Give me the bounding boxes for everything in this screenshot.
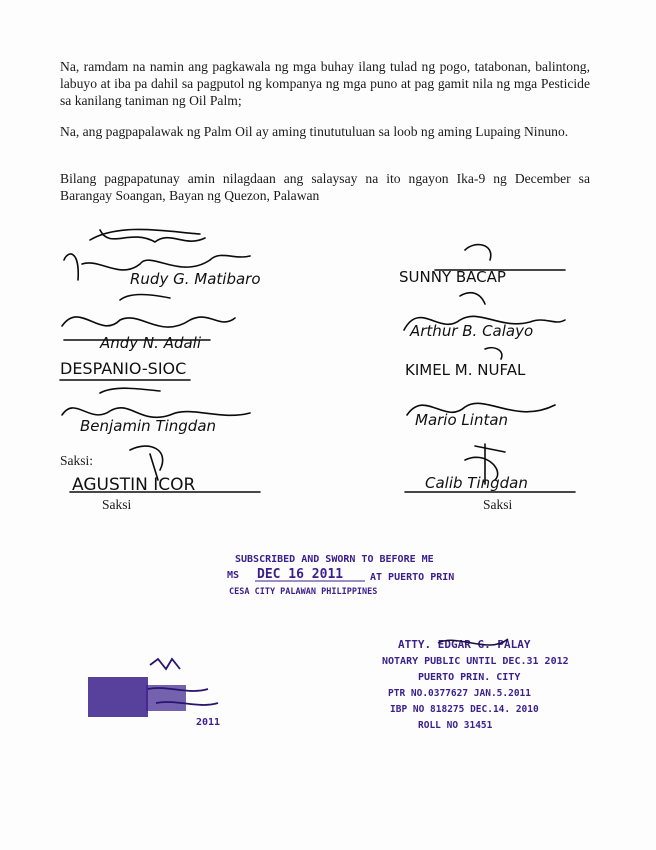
- signature-name-left-3: DESPANIO-SIOC: [60, 359, 187, 378]
- seal-date: 2011: [196, 717, 221, 728]
- signature-name-left-2: Andy N. Adali: [100, 334, 202, 352]
- witness-right-name: Calib Tingdan: [425, 474, 528, 492]
- witness-left-signature: [60, 440, 280, 500]
- notary-dry-seal: [88, 655, 238, 735]
- signature-left-4: [60, 385, 270, 435]
- notary-jurat-stamp: [225, 550, 475, 600]
- signature-name-right-2: Arthur B. Calayo: [410, 322, 534, 340]
- witness-left-name: AGUSTIN ICOR: [72, 475, 196, 495]
- signature-right-3: [405, 345, 575, 385]
- signature-left-1: [60, 220, 260, 290]
- signature-left-2: [60, 290, 260, 350]
- signature-right-1: [395, 240, 575, 290]
- paragraph-1: Na, ramdam na namin ang pagkawala ng mga buhay ilang tulad ng pogo, tatabonan, balintong, labuyo at iba pa dahil sa pagputol ng kompanya ng mga puno at pag gamit nila ng mga Pesticide sa kanilang taniman ng Oil Palm;: [60, 59, 590, 108]
- notary-seal-stamp: [378, 635, 598, 745]
- notary-name: ATTY. EDGAR G. PALAY: [398, 638, 531, 651]
- jurat-date: DEC 16 2011: [257, 567, 344, 582]
- signature-left-3: [60, 350, 260, 390]
- paragraph-2: Na, ang pagpapalawak ng Palm Oil ay aming tinututuluan sa loob ng aming Lupaing Ninuno.: [60, 124, 569, 139]
- notary-roll: ROLL NO 31451: [418, 720, 493, 731]
- jurat-line-1: SUBSCRIBED AND SWORN TO BEFORE ME: [235, 554, 434, 565]
- notary-place: PUERTO PRIN. CITY: [418, 672, 521, 683]
- witness-right-signature: [405, 440, 585, 500]
- signature-name-right-4: Mario Lintan: [415, 411, 509, 429]
- signature-name-left-4: Benjamin Tingdan: [80, 417, 217, 435]
- jurat-line-3: CESA CITY PALAWAN PHILIPPINES: [229, 587, 378, 597]
- signature-name-left-1: Rudy G. Matibaro: [130, 270, 261, 288]
- jurat-prefix: MS: [227, 570, 240, 581]
- notary-ibp: IBP NO 818275 DEC.14. 2010: [390, 704, 539, 715]
- jurat-location: AT PUERTO PRIN: [370, 572, 455, 583]
- paragraph-3: Bilang pagpapatunay amin nilagdaan ang salaysay na ito ngayon Ika-9 ng December sa Barangay Soangan, Bayan ng Quezon, Palawan: [60, 171, 590, 203]
- notary-ptr: PTR NO.0377627 JAN.5.2011: [388, 688, 531, 699]
- signature-name-right-3: KIMEL M. NUFAL: [405, 361, 526, 379]
- signature-right-4: [405, 385, 575, 430]
- notary-commission: NOTARY PUBLIC UNTIL DEC.31 2012: [382, 656, 569, 667]
- signature-name-right-1: SUNNY BACAP: [399, 268, 506, 286]
- witness-right-label: Saksi: [483, 497, 513, 512]
- witness-left-label: Saksi: [102, 497, 132, 512]
- witness-heading: Saksi:: [60, 453, 94, 468]
- signature-right-2: [400, 290, 570, 340]
